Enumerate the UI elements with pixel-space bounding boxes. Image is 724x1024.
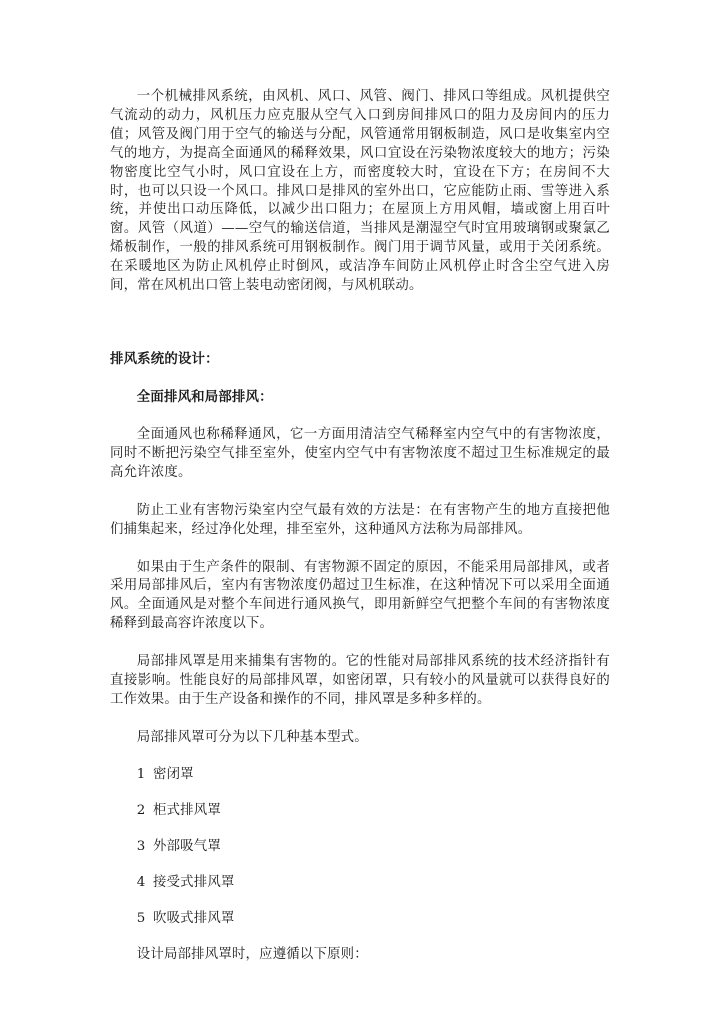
list-item: 2 柜式排风罩 (136, 802, 221, 818)
list-item: 4 接受式排风罩 (136, 874, 235, 890)
section-heading: 排风系统的设计： (110, 350, 219, 367)
hood-types-intro: 局部排风罩可分为以下几种基本型式。 (136, 729, 368, 745)
list-item: 5 吹吸式排风罩 (136, 910, 235, 926)
list-item: 1 密闭罩 (136, 766, 194, 782)
subsection-heading: 全面排风和局部排风： (136, 388, 273, 405)
principles-intro: 设计局部排风罩时，应遵循以下原则： (136, 946, 368, 962)
paragraph-local-exhaust: 防止工业有害物污染室内空气最有效的方法是：在有害物产生的地方直接把他们捕集起来，经过净化处理，排至室外，这种通风方法称为局部排风。 (110, 502, 610, 537)
paragraph-general-ventilation: 全面通风也称稀释通风，它一方面用清洁空气稀释室内空气中的有害物浓度，同时不断把污染空气排至室外，使室内空气中有害物浓度不超过卫生标准规定的最高允许浓度。 (110, 426, 610, 480)
intro-paragraph: 一个机械排风系统，由风机、风口、风管、阀门、排风口等组成。风机提供空气流动的动力，风机压力应克服从空气入口到房间排风口的阻力及房间内的压力值；风管及阀门用于空气的输送与分配，风管通常用钢板制造，风口是收集室内空气的地方，为提高全面通风的稀释效果，风口宜设在污染物浓度较大的地方；污染物密度比空气小时，风口宜设在上方，而密度较大时，宜设在下方；在房间不大时，也可以只设一个风口。排风口是排风的室外出口，它应能防止雨、雪等进入系统，并使出口动压降低，以减少出口阻力；在屋顶上方用风帽，墙或窗上用百叶窗。风管（风道）——空气的输送信道，当排风是潮湿空气时宜用玻璃钢或聚氯乙烯板制作，一般的排风系统可用钢板制作。阀门用于调节风量，或用于关闭系统。在采暖地区为防止风机停止时倒风，或洁净车间防止风机停止时含尘空气进入房间，常在风机出口管上装电动密闭阀，与风机联动。 (110, 89, 610, 294)
list-item: 3 外部吸气罩 (136, 838, 221, 854)
paragraph-when-to-use-general: 如果由于生产条件的限制、有害物源不固定的原因，不能采用局部排风，或者采用局部排风后，室内有害物浓度仍超过卫生标准，在这种情况下可以采用全面通风。全面通风是对整个车间进行通风换气，即用新鲜空气把整个车间的有害物浓度稀释到最高容许浓度以下。 (110, 559, 610, 632)
document-page (110, 88, 610, 983)
paragraph-exhaust-hood: 局部排风罩是用来捕集有害物的。它的性能对局部排风系统的技术经济指针有直接影响。性能良好的局部排风罩，如密闭罩，只有较小的风量就可以获得良好的工作效果。由于生产设备和操作的不同，排风罩是多种多样的。 (110, 654, 610, 707)
